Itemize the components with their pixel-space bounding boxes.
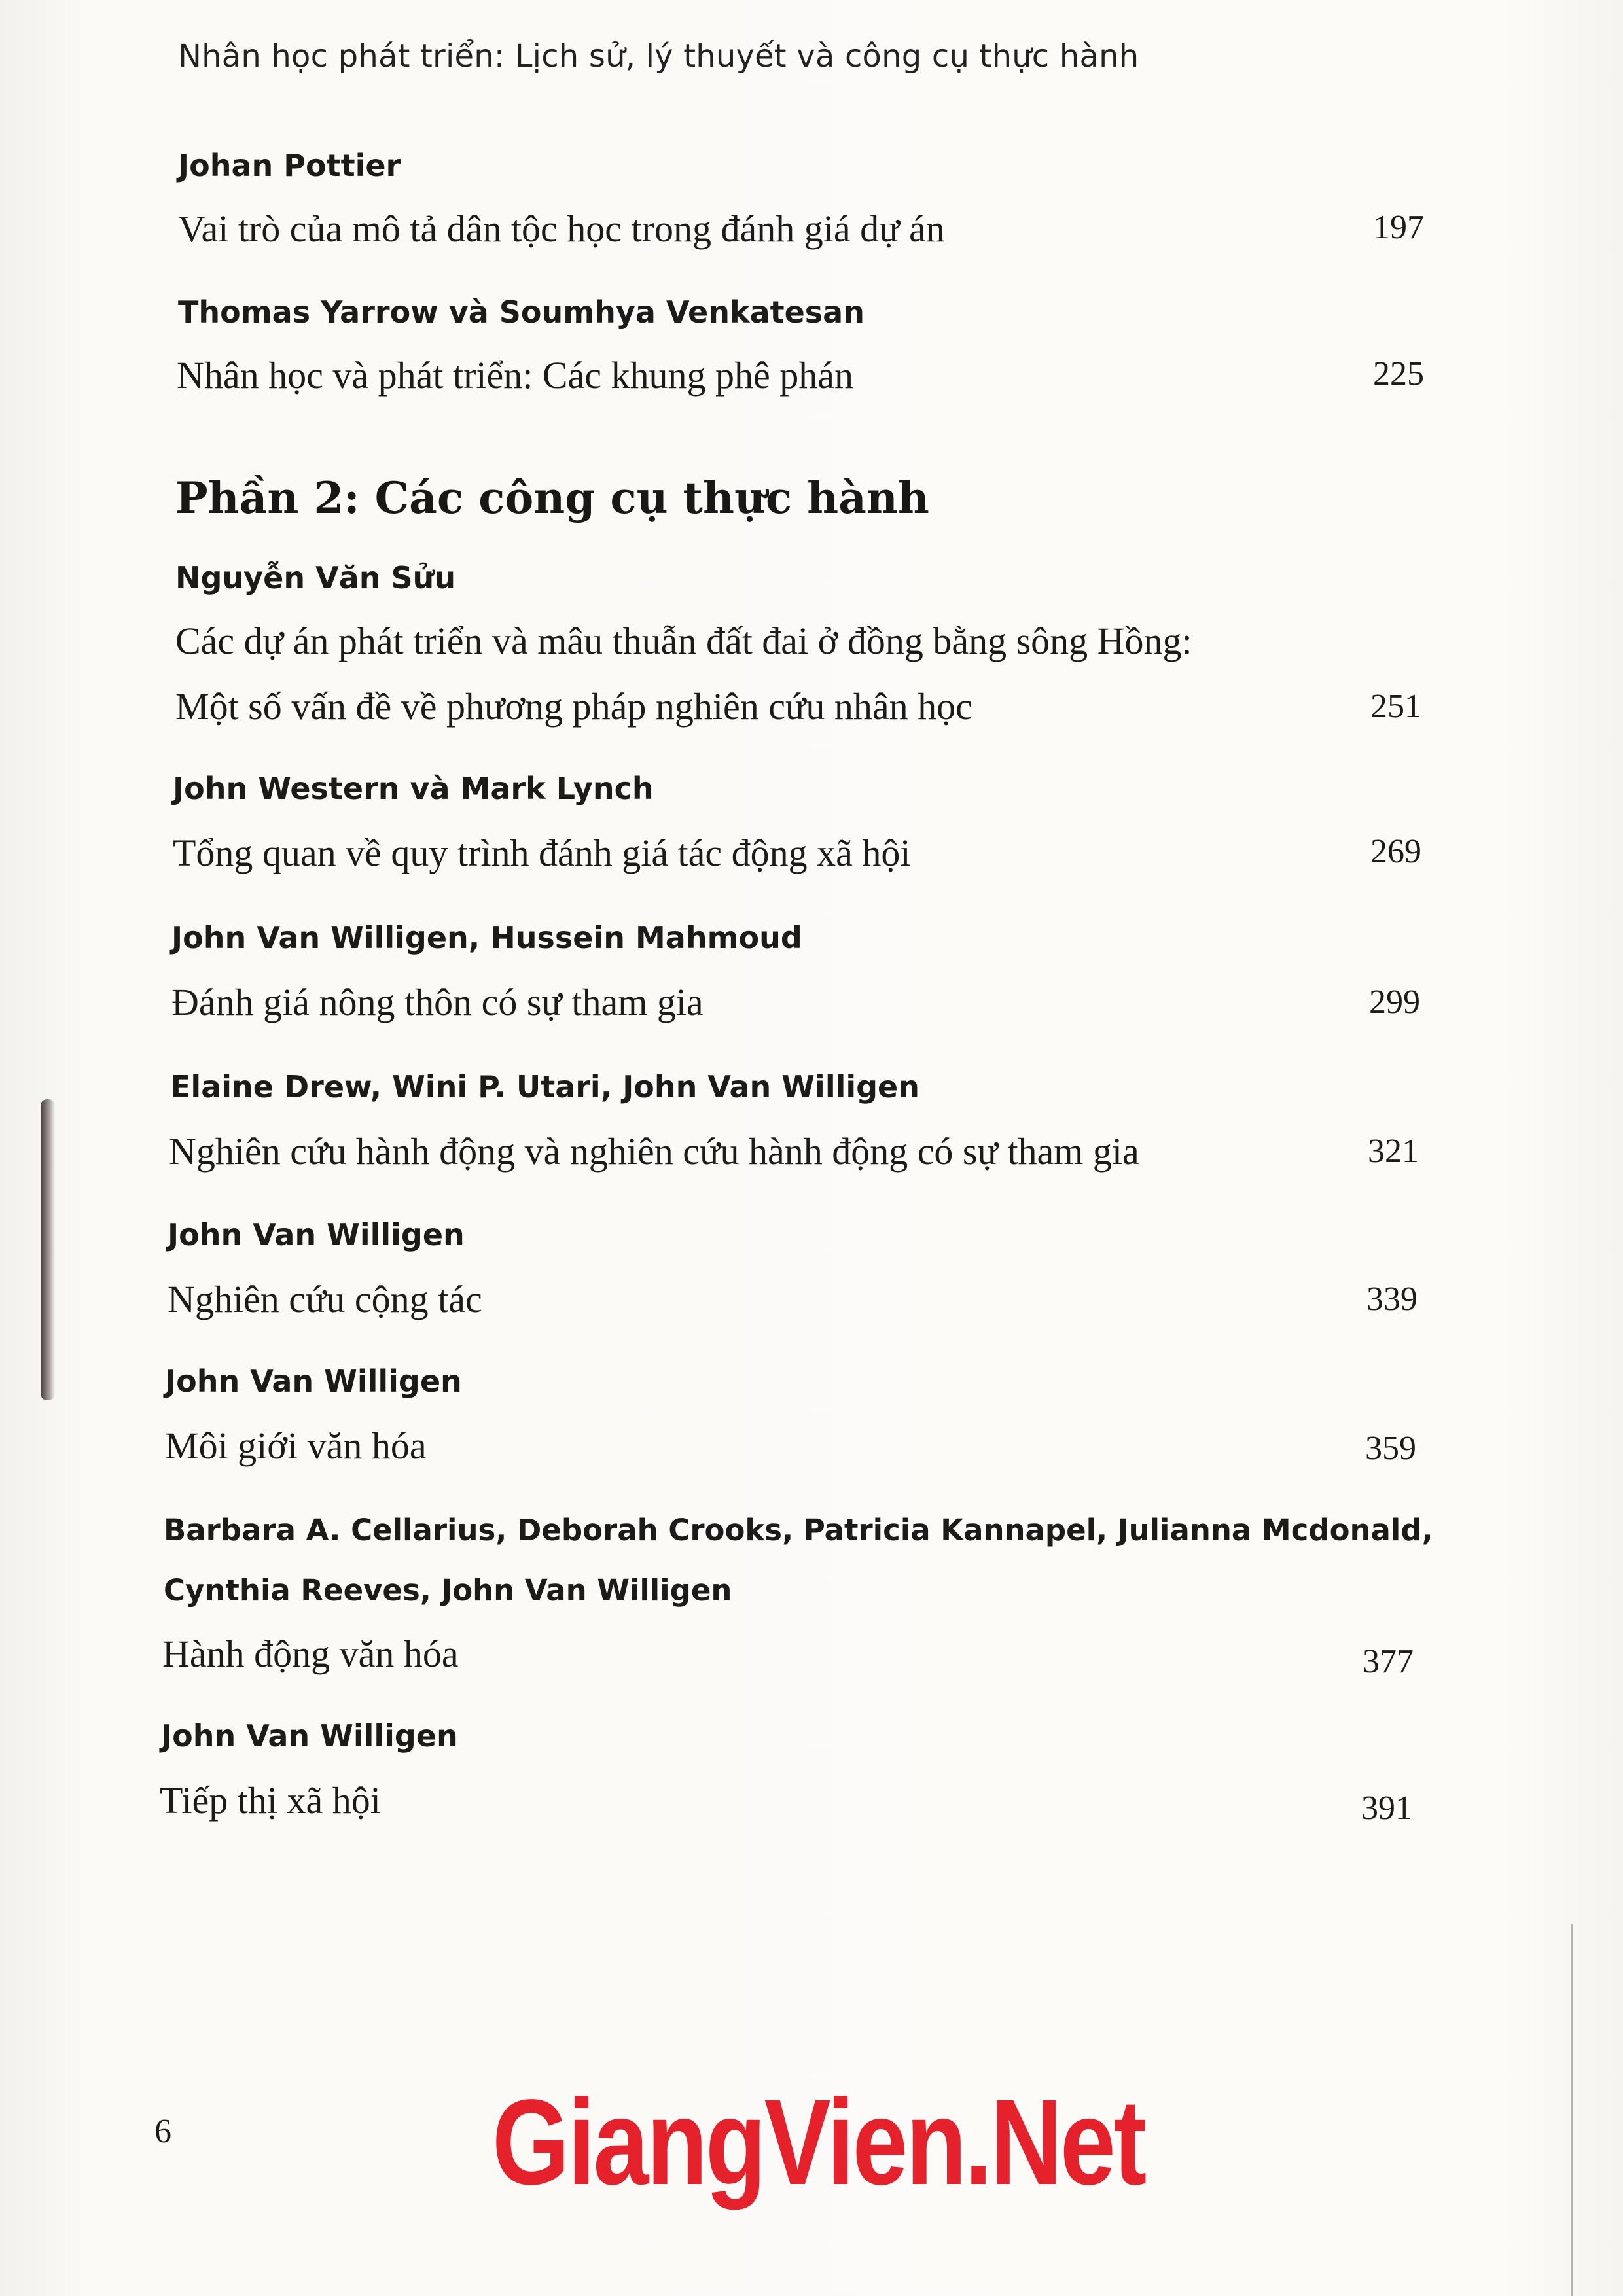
binding-shadow [41, 1099, 55, 1400]
section-heading: Phần 2: Các công cụ thực hành [175, 472, 929, 523]
entry-author: John Van Willigen [168, 1217, 465, 1252]
entry-author: Johan Pottier [178, 148, 401, 183]
entry-title-line1: Các dự án phát triển và mâu thuẫn đất đai ở đồng bằng sông Hồng: [175, 620, 1192, 662]
page-edge-line [1571, 1924, 1573, 2296]
entry-title: Nghiên cứu cộng tác [168, 1278, 482, 1320]
entry-page-number: 391 [1361, 1790, 1412, 1827]
page-folio: 6 [154, 2113, 171, 2150]
entry-title: Đánh giá nông thôn có sự tham gia [171, 981, 704, 1023]
entry-author: Nguyễn Văn Sửu [175, 560, 456, 595]
entry-title: Nhân học và phát triển: Các khung phê phán [177, 354, 854, 397]
entry-page-number: 359 [1365, 1430, 1416, 1467]
entry-author: Thomas Yarrow và Soumhya Venkatesan [178, 294, 865, 330]
entry-title-line2: Một số vấn đề về phương pháp nghiên cứu nhân học [175, 685, 972, 728]
entry-page-number: 377 [1363, 1643, 1414, 1680]
entry-author: John Van Willigen [161, 1718, 458, 1754]
entry-title: Hành động văn hóa [162, 1633, 459, 1675]
entry-page-number: 251 [1370, 688, 1421, 725]
entry-title: Tiếp thị xã hội [160, 1779, 381, 1822]
entry-page-number: 339 [1366, 1280, 1418, 1318]
entry-page-number: 299 [1369, 983, 1420, 1021]
entry-title: Môi giới văn hóa [165, 1424, 427, 1467]
entry-author: John Van Willigen [165, 1364, 462, 1399]
entry-title: Vai trò của mô tả dân tộc học trong đánh giá dự án [178, 207, 945, 250]
entry-author-line2: Cynthia Reeves, John Van Willigen [164, 1573, 732, 1608]
entry-page-number: 321 [1368, 1133, 1419, 1170]
entry-author: John Western và Mark Lynch [173, 771, 654, 806]
entry-page-number: 225 [1373, 355, 1424, 393]
running-head: Nhân học phát triển: Lịch sử, lý thuyết và công cụ thực hành [178, 38, 1139, 75]
entry-author: Elaine Drew, Wini P. Utari, John Van Willigen [170, 1069, 919, 1104]
entry-author-line1: Barbara A. Cellarius, Deborah Crooks, Patricia Kannapel, Julianna Mcdonald, [164, 1513, 1433, 1547]
watermark-text: GiangVien.Net [492, 2075, 1145, 2210]
entry-author: John Van Willigen, Hussein Mahmoud [171, 920, 802, 955]
entry-page-number: 269 [1370, 833, 1421, 870]
entry-page-number: 197 [1373, 209, 1424, 246]
entry-title: Nghiên cứu hành động và nghiên cứu hành động có sự tham gia [169, 1130, 1139, 1173]
entry-title: Tổng quan về quy trình đánh giá tác động xã hội [173, 832, 911, 874]
